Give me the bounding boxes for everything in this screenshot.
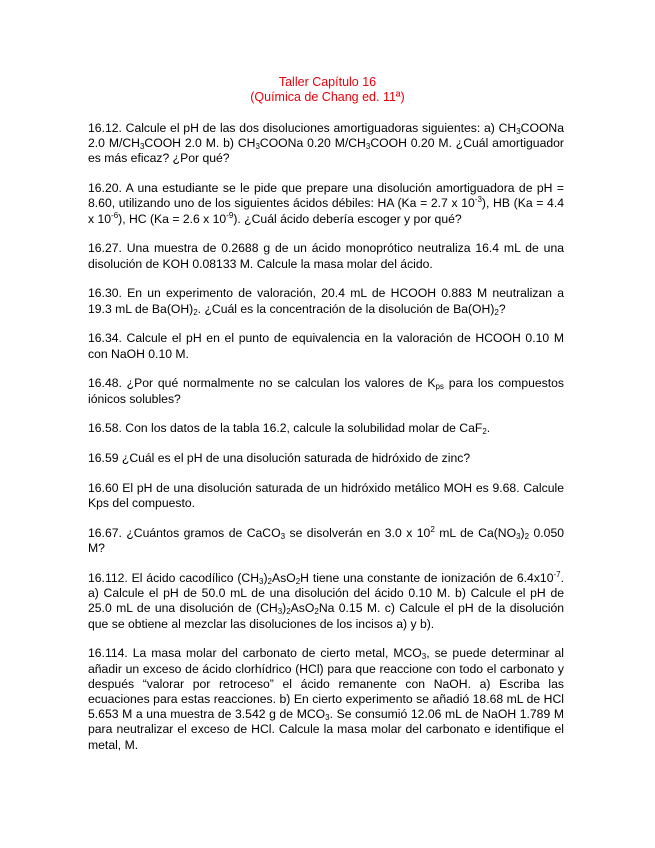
- subscript: 2: [267, 577, 272, 586]
- problem-text: Na 0.15 M. c) Calcule el pH de la disolución que se obtiene al mezclar las disoluciones de los incisos a) y b).: [88, 601, 565, 631]
- subscript: 3: [280, 532, 286, 541]
- problem-text: se disolverán en 3.0 x 10: [285, 526, 431, 540]
- problem-text: 16.20. A una estudiante se le pide que prepare una disolución amortiguadora de pH = 8.60, utilizando uno de los siguientes ácidos débiles: HA (Ka = 2.7 x 10: [88, 181, 564, 211]
- subscript: 3: [259, 577, 264, 586]
- subscript: 2: [494, 307, 499, 317]
- problem-text: .: [486, 421, 491, 436]
- problem-text: COONa 2.0 M/CH: [88, 121, 564, 151]
- page-title: Taller Capítulo 16: [278, 75, 377, 89]
- superscript: -9: [226, 210, 234, 220]
- problem-text: COOH 0.20 M. ¿Cuál amortiguador es más eficaz? ¿Por qué?: [88, 136, 564, 166]
- problem-item: [88, 286, 564, 316]
- problem-item: [88, 181, 564, 227]
- subscript: 2: [286, 607, 291, 617]
- title-block: [0, 75, 655, 105]
- problem-text: H tiene una constante de ionización de 6.4x10: [300, 571, 554, 585]
- superscript: -7: [553, 570, 561, 579]
- problem-list: [88, 121, 564, 767]
- superscript: 2: [430, 525, 435, 534]
- problem-text: ): [263, 571, 268, 585]
- problem-item: [88, 421, 564, 436]
- problem-text: 16.12. Calcule el pH de las dos disoluciones amortiguadoras siguientes: a) CH: [88, 121, 517, 135]
- problem-text: . a) Calcule el pH de 50.0 mL de una disolución del ácido 0.10 M. b) Calcule el pH de 25.0 mL de una disolución de (CH: [88, 571, 564, 616]
- problem-text: mL de Ca(NO: [434, 526, 517, 540]
- subscript: 3: [516, 127, 521, 136]
- page-subtitle: (Química de Chang ed. 11ª): [250, 90, 405, 104]
- problem-item: [88, 376, 564, 406]
- problem-item: [88, 331, 564, 361]
- subscript: 3: [277, 607, 283, 617]
- problem-item: [88, 451, 564, 466]
- problem-text: . ¿Cuál es la concentración de la disolución de Ba(OH): [197, 301, 495, 316]
- superscript: -3: [474, 195, 482, 205]
- problem-text: ): [282, 601, 287, 616]
- problem-text: AsO: [272, 571, 296, 585]
- problem-text: , se puede determinar al añadir un exceso de ácido clorhídrico (HCl) para que reaccione con todo el carbonato y después “valorar por retroceso” el ácido remanente con NaOH. a) Escriba las ecuaciones para estas reacciones. b) En cierto experimento se añadió 18.68 mL de HCl 5.653 M a una muestra de 3.542 g de MCO: [88, 646, 564, 722]
- problem-text: 16.30. En un experimento de valoración, 20.4 mL de HCOOH 0.883 M neutralizan a 19.3 mL de Ba(OH): [88, 286, 564, 316]
- problem-text: 16.59 ¿Cuál es el pH de una disolución saturada de hidróxido de zinc?: [88, 451, 471, 466]
- problem-text: 16.114. La masa molar del carbonato de cierto metal, MCO: [88, 646, 422, 661]
- problem-item: [88, 121, 564, 167]
- subscript: 2: [314, 607, 319, 617]
- problem-text: 16.48. ¿Por qué normalmente no se calculan los valores de K: [88, 376, 436, 391]
- problem-item: [88, 571, 564, 632]
- subscript: 2: [524, 532, 530, 541]
- subscript: 3: [139, 142, 145, 152]
- problem-text: 16.67. ¿Cuántos gramos de CaCO: [88, 526, 281, 540]
- subscript: 3: [325, 713, 330, 723]
- subscript: 2: [295, 577, 301, 586]
- subscript: 3: [421, 652, 427, 662]
- problem-text: 0.050 M?: [88, 526, 564, 556]
- subscript: 3: [516, 532, 521, 541]
- subscript: ps: [435, 382, 444, 392]
- subscript: 2: [482, 427, 487, 437]
- problem-text: ), HB (Ka = 4.4 x 10: [88, 196, 564, 226]
- problem-text: 16.27. Una muestra de 0.2688 g de un ácido monoprótico neutraliza 16.4 mL de una disolución de KOH 0.08133 M. Calcule la masa molar del ácido.: [88, 241, 564, 271]
- problem-text: ): [520, 526, 525, 540]
- superscript: -6: [111, 210, 119, 220]
- problem-text: ), HC (Ka = 2.6 x 10: [118, 211, 227, 226]
- problem-text: ?: [498, 301, 506, 316]
- problem-text: COOH 2.0 M. b) CH: [144, 136, 256, 151]
- problem-item: [88, 481, 564, 511]
- problem-text: 16.34. Calcule el pH en el punto de equivalencia en la valoración de HCOOH 0.10 M con NaOH 0.10 M.: [88, 331, 564, 361]
- problem-text: 16.58. Con los datos de la tabla 16.2, calcule la solubilidad molar de CaF: [88, 421, 483, 436]
- problem-text: ). ¿Cuál ácido debería escoger y por qué?: [233, 211, 462, 226]
- problem-item: [88, 526, 564, 556]
- problem-text: COONa 0.20 M/CH: [259, 136, 366, 151]
- subscript: 3: [255, 142, 260, 152]
- subscript: 2: [193, 307, 198, 317]
- problem-text: 16.60 El pH de una disolución saturada de un hidróxido metálico MOH es 9.68. Calcule Kps del compuesto.: [88, 481, 564, 511]
- problem-item: [88, 646, 564, 752]
- problem-text: 16.112. El ácido cacodílico (CH: [88, 571, 260, 585]
- problem-item: [88, 241, 564, 271]
- subscript: 3: [365, 142, 371, 152]
- problem-text: para los compuestos iónicos solubles?: [88, 376, 565, 406]
- problem-text: AsO: [290, 601, 315, 616]
- problem-text: . Se consumió 12.06 mL de NaOH 1.789 M para neutralizar el exceso de HCl. Calcule la masa molar del carbonato e identifique el metal, M.: [88, 707, 564, 752]
